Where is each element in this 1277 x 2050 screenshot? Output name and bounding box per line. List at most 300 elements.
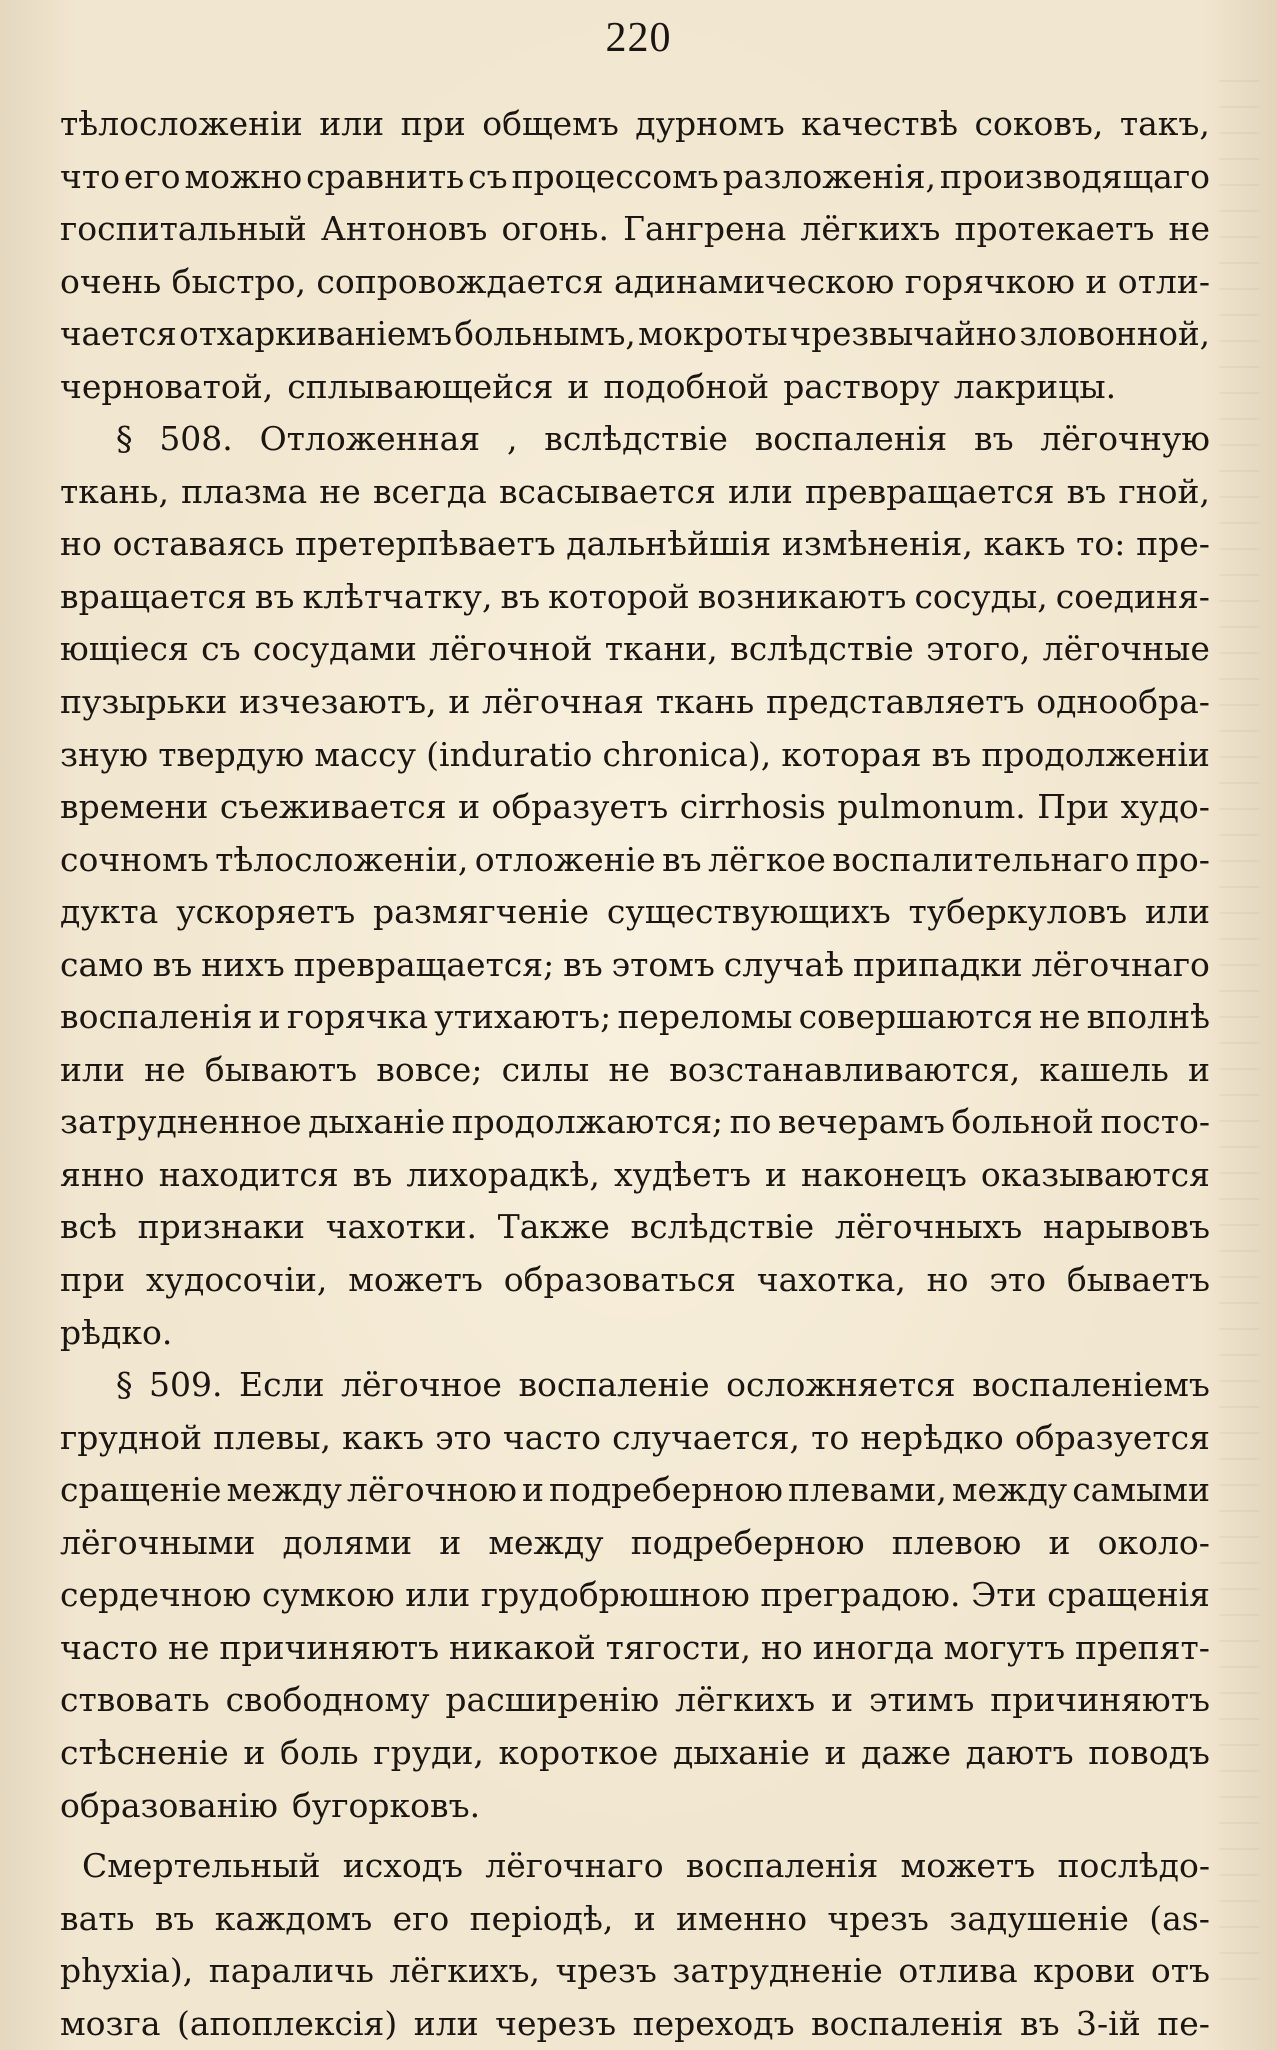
word: соковъ, <box>974 104 1104 143</box>
text-line <box>60 518 1210 571</box>
word: періодѣ, <box>469 1898 614 1938</box>
word: 3-ій <box>1076 2003 1141 2043</box>
word: горячкою <box>904 261 1075 301</box>
text-line <box>60 1780 1210 1833</box>
text-line <box>60 1307 1210 1360</box>
page-number: 220 <box>605 15 672 61</box>
word: этого, <box>926 629 1031 669</box>
word: часто <box>502 1417 601 1457</box>
word: продолжаются; <box>451 1102 724 1142</box>
word: короткое <box>498 1732 659 1772</box>
word: вращается <box>60 576 247 616</box>
word: превращается <box>805 471 1055 511</box>
text-line <box>60 1517 1210 1570</box>
word: боль <box>279 1732 359 1772</box>
word: худѣетъ <box>613 1154 751 1194</box>
word: лёгочная <box>482 682 644 722</box>
word: тѣлосложеніи <box>60 104 303 143</box>
word: или <box>727 471 793 511</box>
text-line <box>60 1945 1210 1998</box>
text-line <box>60 729 1210 782</box>
word: вечерамъ <box>777 1102 945 1142</box>
word: Антоновъ <box>320 209 488 249</box>
word: его <box>392 1898 450 1938</box>
word: этимъ <box>868 1680 975 1720</box>
word: въ <box>254 576 295 616</box>
word: можетъ <box>348 1260 483 1300</box>
body-text <box>60 98 1210 2050</box>
word: можно <box>184 156 303 196</box>
word: параличь <box>208 1951 374 1991</box>
word: отъ <box>1150 1951 1210 1991</box>
word: кашель <box>1039 1049 1169 1089</box>
word: переходъ <box>632 2003 795 2043</box>
word: нерѣдко <box>860 1417 1004 1457</box>
word: исходъ <box>342 1846 464 1886</box>
word: cirrhosis <box>679 787 826 827</box>
word: каждомъ <box>214 1898 373 1938</box>
word: и <box>448 682 471 722</box>
text-line <box>60 1149 1210 1202</box>
word: раствору <box>783 366 940 406</box>
text-line <box>60 1893 1210 1946</box>
word: въ <box>1019 2003 1060 2043</box>
word: воспаленія <box>685 1846 879 1886</box>
word: янно <box>60 1154 145 1194</box>
word: отли- <box>1117 261 1210 301</box>
word: послѣдо- <box>1057 1846 1210 1886</box>
word: отхаркиваніемъ <box>179 315 453 354</box>
word: дальнѣйшія <box>566 524 772 564</box>
word: ускоряетъ <box>176 892 356 932</box>
word: причиняютъ <box>219 1627 440 1667</box>
word: вать <box>60 1898 135 1938</box>
word: ткани, <box>604 629 718 669</box>
word: однообра- <box>1036 682 1210 722</box>
word: времени <box>60 787 209 827</box>
word: отложеніе <box>474 839 656 879</box>
word: вовсе; <box>376 1049 483 1089</box>
word: phyxia), <box>60 1951 194 1991</box>
word: адинамическою <box>614 261 895 301</box>
word: сращенія <box>1047 1575 1210 1615</box>
word: между <box>951 1470 1068 1510</box>
word: тѣлосложеніи, <box>215 839 469 879</box>
word: образоваться <box>503 1260 736 1300</box>
word: никакой <box>448 1627 596 1667</box>
text-line <box>60 676 1210 729</box>
word: само <box>60 944 144 984</box>
word: или <box>60 1049 125 1089</box>
word: нарывовъ <box>1042 1207 1210 1247</box>
word: пре- <box>1136 524 1210 564</box>
word: превращается; <box>293 944 555 984</box>
text-line <box>60 256 1210 309</box>
word: процессомъ <box>511 156 719 196</box>
word: бугорковъ. <box>291 1785 481 1825</box>
word: сплывающейся <box>287 366 554 406</box>
word: воспаленіе <box>518 1365 710 1405</box>
text-line <box>60 571 1210 624</box>
word: крови <box>1033 1951 1136 1991</box>
word: туберкуловъ <box>908 892 1128 932</box>
word: при <box>400 104 466 143</box>
page-texture <box>1219 80 1259 1980</box>
word: бываетъ <box>1066 1260 1210 1300</box>
word: пузырьки <box>60 682 228 722</box>
word: именно <box>676 1898 808 1938</box>
word: образуетъ <box>491 787 669 827</box>
text-line <box>60 1096 1210 1149</box>
word: лёгочною <box>346 1470 517 1510</box>
word: и <box>439 1522 462 1562</box>
word: не <box>319 471 361 511</box>
text-line <box>60 834 1210 887</box>
word: мокроты <box>638 315 788 354</box>
word: ткань, <box>60 471 170 511</box>
word: вслѣдствіе <box>730 629 914 669</box>
word: дыханіе <box>672 1732 810 1772</box>
word: ствовать <box>60 1680 210 1720</box>
word: по <box>729 1102 772 1142</box>
word: иногда <box>812 1627 934 1667</box>
text-line <box>60 1998 1210 2050</box>
word: изчезаютъ, <box>239 682 437 722</box>
word: сосуды, <box>914 576 1048 616</box>
word: воспаленіемъ <box>972 1365 1210 1405</box>
word: мозга <box>60 2003 161 2043</box>
text-line <box>60 1044 1210 1097</box>
word: твердую <box>158 734 305 774</box>
word: соединя- <box>1055 576 1210 616</box>
word: между <box>488 1522 604 1562</box>
word: нихъ <box>201 944 285 984</box>
text-line <box>60 991 1210 1044</box>
text-line <box>60 203 1210 256</box>
word: преградою. <box>760 1575 961 1615</box>
word: Смертельный <box>82 1846 321 1886</box>
word: пе- <box>1157 2003 1210 2043</box>
word: лёгочнаго <box>1031 944 1210 984</box>
word: (induratio <box>426 734 593 774</box>
word: Отложенная <box>259 419 481 459</box>
word: припадки <box>852 944 1023 984</box>
word: § <box>116 1365 133 1405</box>
word: стѣсненіе <box>60 1732 229 1772</box>
word: затрудненіе <box>672 1951 883 1991</box>
word: горячка <box>286 997 429 1037</box>
word: и <box>1085 261 1108 301</box>
word: наконецъ <box>801 1154 967 1194</box>
word: и <box>567 366 590 406</box>
word: въ <box>152 944 193 984</box>
word: причиняютъ <box>990 1680 1210 1720</box>
word: затрудненное <box>60 1102 302 1142</box>
word: образованію <box>60 1785 278 1825</box>
word: или <box>319 104 385 143</box>
word: въ <box>974 419 1014 459</box>
word: ткань <box>655 682 755 722</box>
word: даютъ <box>965 1732 1074 1772</box>
text-line <box>60 1569 1210 1622</box>
word: осложняется <box>726 1365 956 1405</box>
text-line <box>60 886 1210 939</box>
word: лёгочными <box>60 1522 256 1562</box>
text-line <box>60 1622 1210 1675</box>
word: свободному <box>225 1680 430 1720</box>
word: не <box>167 1627 210 1667</box>
word: не <box>1168 209 1210 249</box>
section-509-heading-line <box>60 1359 1210 1412</box>
word: и <box>831 1680 854 1720</box>
word: сосудами <box>252 629 417 669</box>
word: можетъ <box>900 1846 1036 1886</box>
text-line <box>60 1412 1210 1465</box>
word: такъ, <box>1119 104 1210 143</box>
word: грудобрюшною <box>480 1575 750 1615</box>
text-line <box>60 466 1210 519</box>
word: лёгочной <box>429 629 593 669</box>
word: бываютъ <box>204 1049 358 1089</box>
word: поводъ <box>1088 1732 1210 1772</box>
word: общемъ <box>482 104 619 143</box>
word: этомъ <box>611 944 715 984</box>
word: около- <box>1097 1522 1210 1562</box>
word: какъ <box>983 524 1066 564</box>
word: всегда <box>372 471 487 511</box>
word: лёгочную <box>1040 419 1210 459</box>
word: случается, <box>612 1417 801 1457</box>
word: задушеніе <box>949 1898 1129 1938</box>
word: сердечною <box>60 1575 252 1615</box>
word: худосочіи, <box>145 1260 328 1300</box>
text-line <box>60 1727 1210 1780</box>
word: Эти <box>971 1575 1037 1615</box>
word: между <box>226 1470 342 1510</box>
word: подобной <box>603 366 770 406</box>
word: chronica), <box>602 734 772 774</box>
word: признаки <box>137 1207 306 1247</box>
word: образуется <box>1014 1417 1210 1457</box>
word: воспаленія <box>60 997 253 1037</box>
word: вслѣдствіе <box>630 1207 815 1247</box>
word: дыханіе <box>308 1102 446 1142</box>
word: рѣдко. <box>60 1312 173 1352</box>
word: совершаются <box>798 997 1033 1037</box>
word: утихаютъ; <box>434 997 612 1037</box>
word: но <box>60 524 102 564</box>
word: про- <box>1135 839 1210 879</box>
word: то: <box>1076 524 1126 564</box>
word: лёгкихъ <box>675 1680 816 1720</box>
word: и <box>1048 1522 1071 1562</box>
word: при <box>60 1260 126 1300</box>
paragraph-start-line <box>60 1840 1210 1893</box>
word: чахотки. <box>325 1207 478 1247</box>
word: худо- <box>1120 787 1210 827</box>
word: могутъ <box>943 1627 1066 1667</box>
word: не <box>1038 997 1081 1037</box>
word: и <box>521 1470 544 1510</box>
text-line <box>60 623 1210 676</box>
word: подреберною <box>630 1522 865 1562</box>
word: которая <box>781 734 922 774</box>
word: чается <box>60 315 177 354</box>
word: чахотка, <box>756 1260 906 1300</box>
word: что <box>60 156 120 196</box>
word: лакрицы. <box>953 366 1117 406</box>
word: но <box>760 1627 803 1667</box>
word: расширенію <box>445 1680 660 1720</box>
word: черноватой, <box>60 366 274 406</box>
text-line <box>60 1674 1210 1727</box>
word: и <box>824 1732 847 1772</box>
word: лёгочное <box>341 1365 502 1405</box>
word: и <box>258 997 281 1037</box>
word: гной, <box>1118 471 1210 511</box>
word: сочномъ <box>60 839 209 879</box>
word: дукта <box>60 892 159 932</box>
word: которой <box>548 576 690 616</box>
word: плазма <box>181 471 308 511</box>
word: и <box>764 1154 787 1194</box>
word: ющіеся <box>60 629 189 669</box>
word: отлива <box>898 1951 1018 1991</box>
word: лихорадкѣ, <box>406 1154 600 1194</box>
word: огонь. <box>501 209 609 249</box>
text-line <box>60 308 1210 361</box>
word: или <box>1145 892 1210 932</box>
word: Если <box>239 1365 325 1405</box>
word: плевами, <box>787 1470 947 1510</box>
word: плевою <box>891 1522 1022 1562</box>
word: съ <box>468 156 508 196</box>
text-line <box>60 939 1210 992</box>
word: больнымъ, <box>454 315 636 354</box>
word: лёгкихъ <box>800 209 941 249</box>
word: 508. <box>159 419 233 459</box>
word: вполнѣ <box>1086 997 1210 1037</box>
word: § <box>116 419 133 459</box>
word: и <box>243 1732 266 1772</box>
word: , <box>506 419 518 459</box>
text-line <box>60 151 1210 204</box>
word: претерпѣваетъ <box>295 524 556 564</box>
word: Гангрена <box>623 209 787 249</box>
word: въ <box>154 1898 195 1938</box>
word: но <box>926 1260 969 1300</box>
word: лёгочнаго <box>485 1846 664 1886</box>
word: При <box>1037 787 1110 827</box>
word: чрезвычайно <box>789 315 1017 354</box>
word: то <box>811 1417 850 1457</box>
text-line <box>60 361 1210 414</box>
word: не <box>608 1049 650 1089</box>
text-line <box>60 98 1210 151</box>
word: и <box>633 1898 656 1938</box>
word: дурномъ <box>635 104 785 143</box>
word: зную <box>60 734 149 774</box>
word: случаѣ <box>723 944 845 984</box>
word: это <box>989 1260 1046 1300</box>
word: вслѣдствіе <box>544 419 728 459</box>
word: не <box>144 1049 186 1089</box>
word: въ <box>662 839 702 879</box>
word: разложенія, <box>722 156 937 196</box>
word: или <box>413 2003 479 2043</box>
word: производящаго <box>939 156 1210 196</box>
word: больной <box>951 1102 1094 1142</box>
text-line <box>60 1201 1210 1254</box>
word: долями <box>282 1522 413 1562</box>
text-line <box>60 1464 1210 1517</box>
word: чрезъ <box>555 1951 657 1991</box>
word: и <box>1187 1049 1210 1089</box>
word: препят- <box>1075 1627 1210 1667</box>
word: качествѣ <box>801 104 959 143</box>
word: лёгкое <box>708 839 826 879</box>
word: 509. <box>149 1365 223 1405</box>
word: продолженіи <box>981 734 1210 774</box>
word: или <box>405 1575 471 1615</box>
section-508-heading-line <box>60 413 1210 466</box>
word: оставаясь <box>112 524 285 564</box>
word: это <box>435 1417 492 1457</box>
word: груди, <box>373 1732 484 1772</box>
word: оказываются <box>980 1154 1210 1194</box>
word: лёгочные <box>1042 629 1210 669</box>
text-line <box>60 781 1210 834</box>
word: существующихъ <box>606 892 891 932</box>
word: съеживается <box>219 787 447 827</box>
word: съ <box>201 629 241 669</box>
word: протекаетъ <box>954 209 1155 249</box>
word: воспалительнаго <box>832 839 1130 879</box>
word: pulmonum. <box>837 787 1026 827</box>
word: размягченіе <box>373 892 590 932</box>
word: Также <box>497 1207 610 1247</box>
word: самыми <box>1072 1470 1210 1510</box>
word: представляетъ <box>765 682 1025 722</box>
word: даже <box>861 1732 952 1772</box>
word: его <box>123 156 181 196</box>
word: сращеніе <box>60 1470 222 1510</box>
word: очень <box>60 261 162 301</box>
word: какъ <box>342 1417 425 1457</box>
word: и <box>458 787 481 827</box>
word: въ <box>500 576 541 616</box>
word: воспаленія <box>811 2003 1004 2043</box>
word: находится <box>158 1154 339 1194</box>
word: чрезъ <box>827 1898 929 1938</box>
word: въ <box>352 1154 393 1194</box>
word: массу <box>314 734 417 774</box>
word: воспаленія <box>754 419 948 459</box>
word: въ <box>931 734 972 774</box>
word: плевы, <box>213 1417 331 1457</box>
word: часто <box>60 1627 159 1667</box>
word: всѣ <box>60 1207 117 1247</box>
word: клѣтчатку, <box>302 576 493 616</box>
word: тягости, <box>605 1627 752 1667</box>
word: зловонной, <box>1019 315 1210 354</box>
word: сопровождается <box>316 261 604 301</box>
word: измѣненія, <box>781 524 973 564</box>
word: сравнить <box>306 156 465 196</box>
word: въ <box>563 944 603 984</box>
word: всасывается <box>498 471 716 511</box>
word: черезъ <box>495 2003 617 2043</box>
